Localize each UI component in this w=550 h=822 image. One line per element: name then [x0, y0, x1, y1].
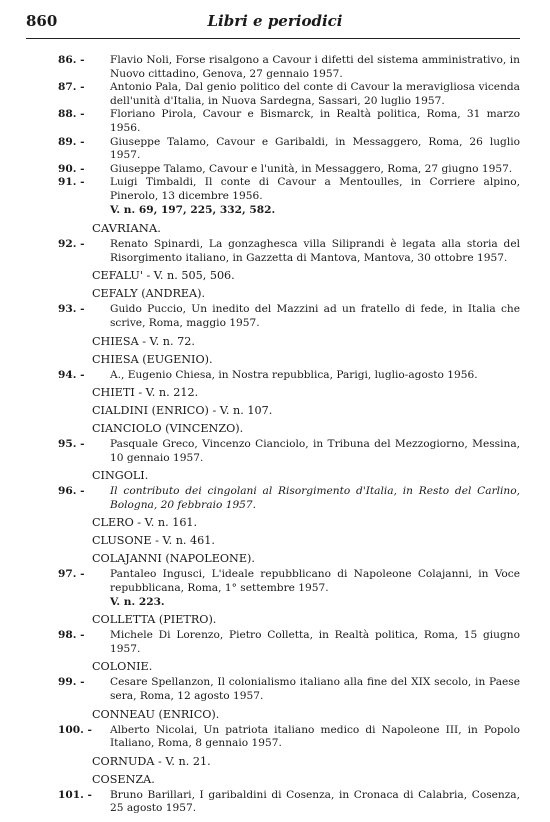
bibliography-list	[0, 54, 550, 816]
section-heading: CEFALU' - V. n. 505, 506.	[92, 269, 235, 283]
cross-reference: V. n. 223.	[110, 595, 165, 608]
list-item	[58, 723, 520, 751]
entry-number: 98. -	[58, 629, 85, 642]
list-item	[58, 568, 520, 595]
section-heading: CLUSONE - V. n. 461.	[92, 534, 215, 548]
entry-number: 93. -	[58, 303, 85, 316]
entry-number: 91. -	[58, 176, 85, 189]
entry-text: Pasquale Greco, Vincenzo Cianciolo, in Tribuna del Mezzogiorno, Messina, 10 gennaio 1957.	[110, 438, 520, 464]
list-item	[58, 438, 520, 465]
list-item	[58, 176, 520, 203]
list-item	[58, 788, 520, 816]
list-item	[58, 485, 520, 512]
list-item	[58, 108, 520, 135]
entry-number: 86. -	[58, 54, 85, 66]
entry-text: Il contributo dei cingolani al Risorgimento d'Italia, in Resto del Carlino, Bologna, 20 febbraio 1957.	[110, 485, 520, 511]
section-heading: COLONIE.	[92, 660, 153, 674]
section-heading: CONNEAU (ENRICO).	[92, 707, 220, 721]
entry-number: 88. -	[58, 108, 85, 121]
entry-number: 92. -	[58, 238, 85, 251]
entry-text: Giuseppe Talamo, Cavour e l'unità, in Messaggero, Roma, 27 giugno 1957.	[110, 162, 513, 175]
entry-number: 95. -	[58, 438, 85, 451]
entry-number: 96. -	[58, 485, 85, 498]
section-heading: CIALDINI (ENRICO) - V. n. 107.	[92, 404, 273, 418]
entry-text: Guido Puccio, Un inedito del Mazzini ad un fratello di fede, in Italia che scrive, Roma, maggio 1957.	[110, 303, 520, 329]
entry-text: Renato Spinardi, La gonzaghesca villa Siliprandi è legata alla storia del Risorgimento italiano, in Gazzetta di Mantova, Mantova, 30 ottobre 1957.	[110, 238, 520, 264]
section-heading: CHIESA (EUGENIO).	[92, 352, 213, 366]
entry-text: Cesare Spellanzon, Il colonialismo italiano alla fine del XIX secolo, in Paese sera, Roma, 12 agosto 1957.	[110, 676, 520, 703]
entry-number: 100. -	[58, 723, 92, 736]
section-heading: COLLETTA (PIETRO).	[92, 613, 217, 627]
section-heading: CIANCIOLO (VINCENZO).	[92, 422, 244, 436]
entry-number: 94. -	[58, 368, 85, 381]
section-heading: CORNUDA - V. n. 21.	[92, 754, 211, 768]
list-item	[58, 368, 520, 383]
entry-text: Alberto Nicolai, Un patriota italiano medico di Napoleone III, in Popolo Italiano, Roma, 8 gennaio 1957.	[110, 723, 520, 750]
entry-text: Antonio Pala, Dal genio politico del conte di Cavour la meravigliosa vicenda dell'unità d'Italia, in Nuova Sardegna, Sassari, 20 luglio 1957.	[110, 81, 520, 107]
list-item	[58, 629, 520, 656]
running-title: Libri e periodici	[207, 12, 343, 30]
header-rule	[26, 38, 520, 39]
section-heading: COLAJANNI (NAPOLEONE).	[92, 552, 255, 566]
entry-number: 97. -	[58, 568, 85, 581]
section-heading: CHIESA - V. n. 72.	[92, 334, 195, 348]
entry-text: A., Eugenio Chiesa, in Nostra repubblica, Parigi, luglio-agosto 1956.	[110, 368, 478, 381]
entry-text: Michele Di Lorenzo, Pietro Colletta, in Realtà politica, Roma, 15 giugno 1957.	[110, 629, 520, 655]
entry-text: Giuseppe Talamo, Cavour e Garibaldi, in Messaggero, Roma, 26 luglio 1957.	[110, 135, 520, 162]
entry-text: Bruno Barillari, I garibaldini di Cosenza, in Cronaca di Calabria, Cosenza, 25 agosto 1957.	[110, 788, 520, 815]
page-number: 860	[26, 12, 58, 30]
entry-number: 87. -	[58, 81, 85, 94]
section-heading: CEFALY (ANDREA).	[92, 287, 206, 301]
entry-number: 99. -	[58, 676, 85, 689]
section-heading: CAVRIANA.	[92, 221, 161, 236]
entry-number: 101. -	[58, 788, 92, 801]
page-header	[0, 12, 550, 32]
list-item	[58, 238, 520, 265]
entry-number: 90. -	[58, 162, 85, 175]
section-heading: CHIETI - V. n. 212.	[92, 386, 199, 400]
entry-text: Flavio Noli, Forse risalgono a Cavour i difetti del sistema amministrativo, in Nuovo cittadino, Genova, 27 gennaio 1957.	[110, 54, 520, 80]
section-heading: CLERO - V. n. 161.	[92, 516, 198, 530]
list-item	[58, 303, 520, 330]
list-item	[58, 54, 520, 81]
section-heading: COSENZA.	[92, 772, 155, 786]
entry-text: Pantaleo Ingusci, L'ideale repubblicano di Napoleone Colajanni, in Voce repubblicana, Roma, 1° settembre 1957.	[110, 568, 520, 595]
list-item	[58, 135, 520, 163]
cross-reference: V. n. 69, 197, 225, 332, 582.	[110, 203, 276, 216]
list-item	[58, 676, 520, 703]
list-item	[58, 81, 520, 108]
section-heading: CINGOLI.	[92, 469, 149, 483]
entry-number: 89. -	[58, 135, 85, 148]
list-item	[58, 162, 520, 177]
entry-text: Floriano Pirola, Cavour e Bismarck, in Realtà politica, Roma, 31 marzo 1956.	[110, 108, 520, 134]
entry-text: Luigi Timbaldi, Il conte di Cavour a Mentoulles, in Corriere alpino, Pinerolo, 13 dicembre 1956.	[110, 176, 520, 202]
